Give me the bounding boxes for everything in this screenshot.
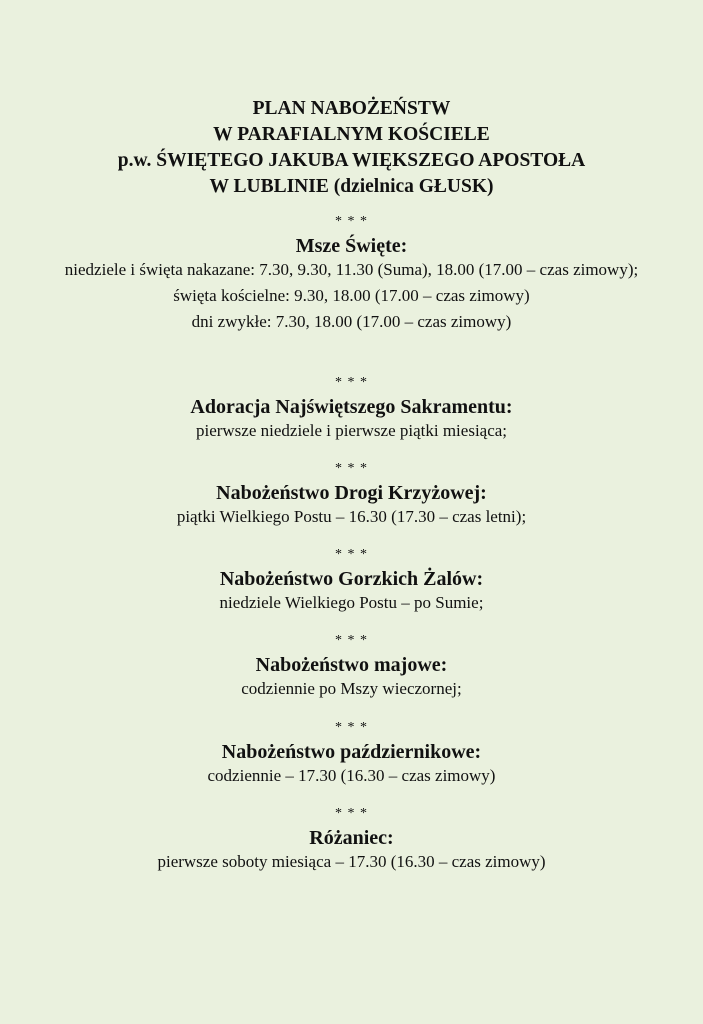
section-heading: Różaniec: [309, 827, 394, 849]
mass-times-weekdays: dni zwykłe: 7.30, 18.00 (17.00 – czas zimowy) [191, 312, 512, 331]
separator-stars: * * * [335, 720, 368, 735]
section-heading: Nabożeństwo Gorzkich Żalów: [219, 568, 484, 590]
separator-stars: * * * [335, 461, 368, 476]
section-heading: Msze Święte: [295, 235, 408, 257]
section-detail: codziennie po Mszy wieczornej; [241, 679, 462, 698]
section-masses [0, 213, 703, 333]
mass-times [52, 259, 652, 333]
title-line-3: p.w. ŚWIĘTEGO JAKUBA WIĘKSZEGO APOSTOŁA [117, 150, 586, 171]
mass-times-church-holidays: święta kościelne: 9.30, 18.00 (17.00 – czas zimowy) [173, 286, 530, 305]
separator-stars: * * * [335, 806, 368, 821]
section-gorzkie-zale [0, 546, 703, 614]
section-may-devotion [0, 632, 703, 700]
title-line-4: W LUBLINIE (dzielnica GŁUSK) [209, 176, 494, 197]
section-heading: Adoracja Najświętszego Sakramentu: [190, 396, 513, 418]
document-title [0, 96, 703, 200]
separator-stars: * * * [335, 375, 368, 390]
section-adoration [0, 374, 703, 442]
title-line-1: PLAN NABOŻEŃSTW [252, 98, 451, 119]
mass-times-sundays: niedziele i święta nakazane: 7.30, 9.30, 11.30 (Suma), 18.00 (17.00 – czas zimowy); [64, 260, 639, 279]
section-rosary [0, 805, 703, 873]
section-detail: niedziele Wielkiego Postu – po Sumie; [219, 593, 484, 612]
section-stations-of-the-cross [0, 460, 703, 528]
section-heading: Nabożeństwo październikowe: [221, 741, 482, 763]
separator-stars: * * * [335, 214, 368, 229]
section-heading: Nabożeństwo Drogi Krzyżowej: [216, 482, 487, 504]
section-detail: pierwsze niedziele i pierwsze piątki miesiąca; [195, 421, 508, 440]
separator-stars: * * * [335, 547, 368, 562]
section-october-devotion [0, 719, 703, 787]
section-detail: pierwsze soboty miesiąca – 17.30 (16.30 – czas zimowy) [157, 852, 546, 871]
section-detail: piątki Wielkiego Postu – 16.30 (17.30 – czas letni); [176, 507, 527, 526]
section-heading: Nabożeństwo majowe: [255, 654, 448, 676]
section-detail: codziennie – 17.30 (16.30 – czas zimowy) [207, 766, 496, 785]
separator-stars: * * * [335, 633, 368, 648]
title-line-2: W PARAFIALNYM KOŚCIELE [213, 124, 490, 145]
